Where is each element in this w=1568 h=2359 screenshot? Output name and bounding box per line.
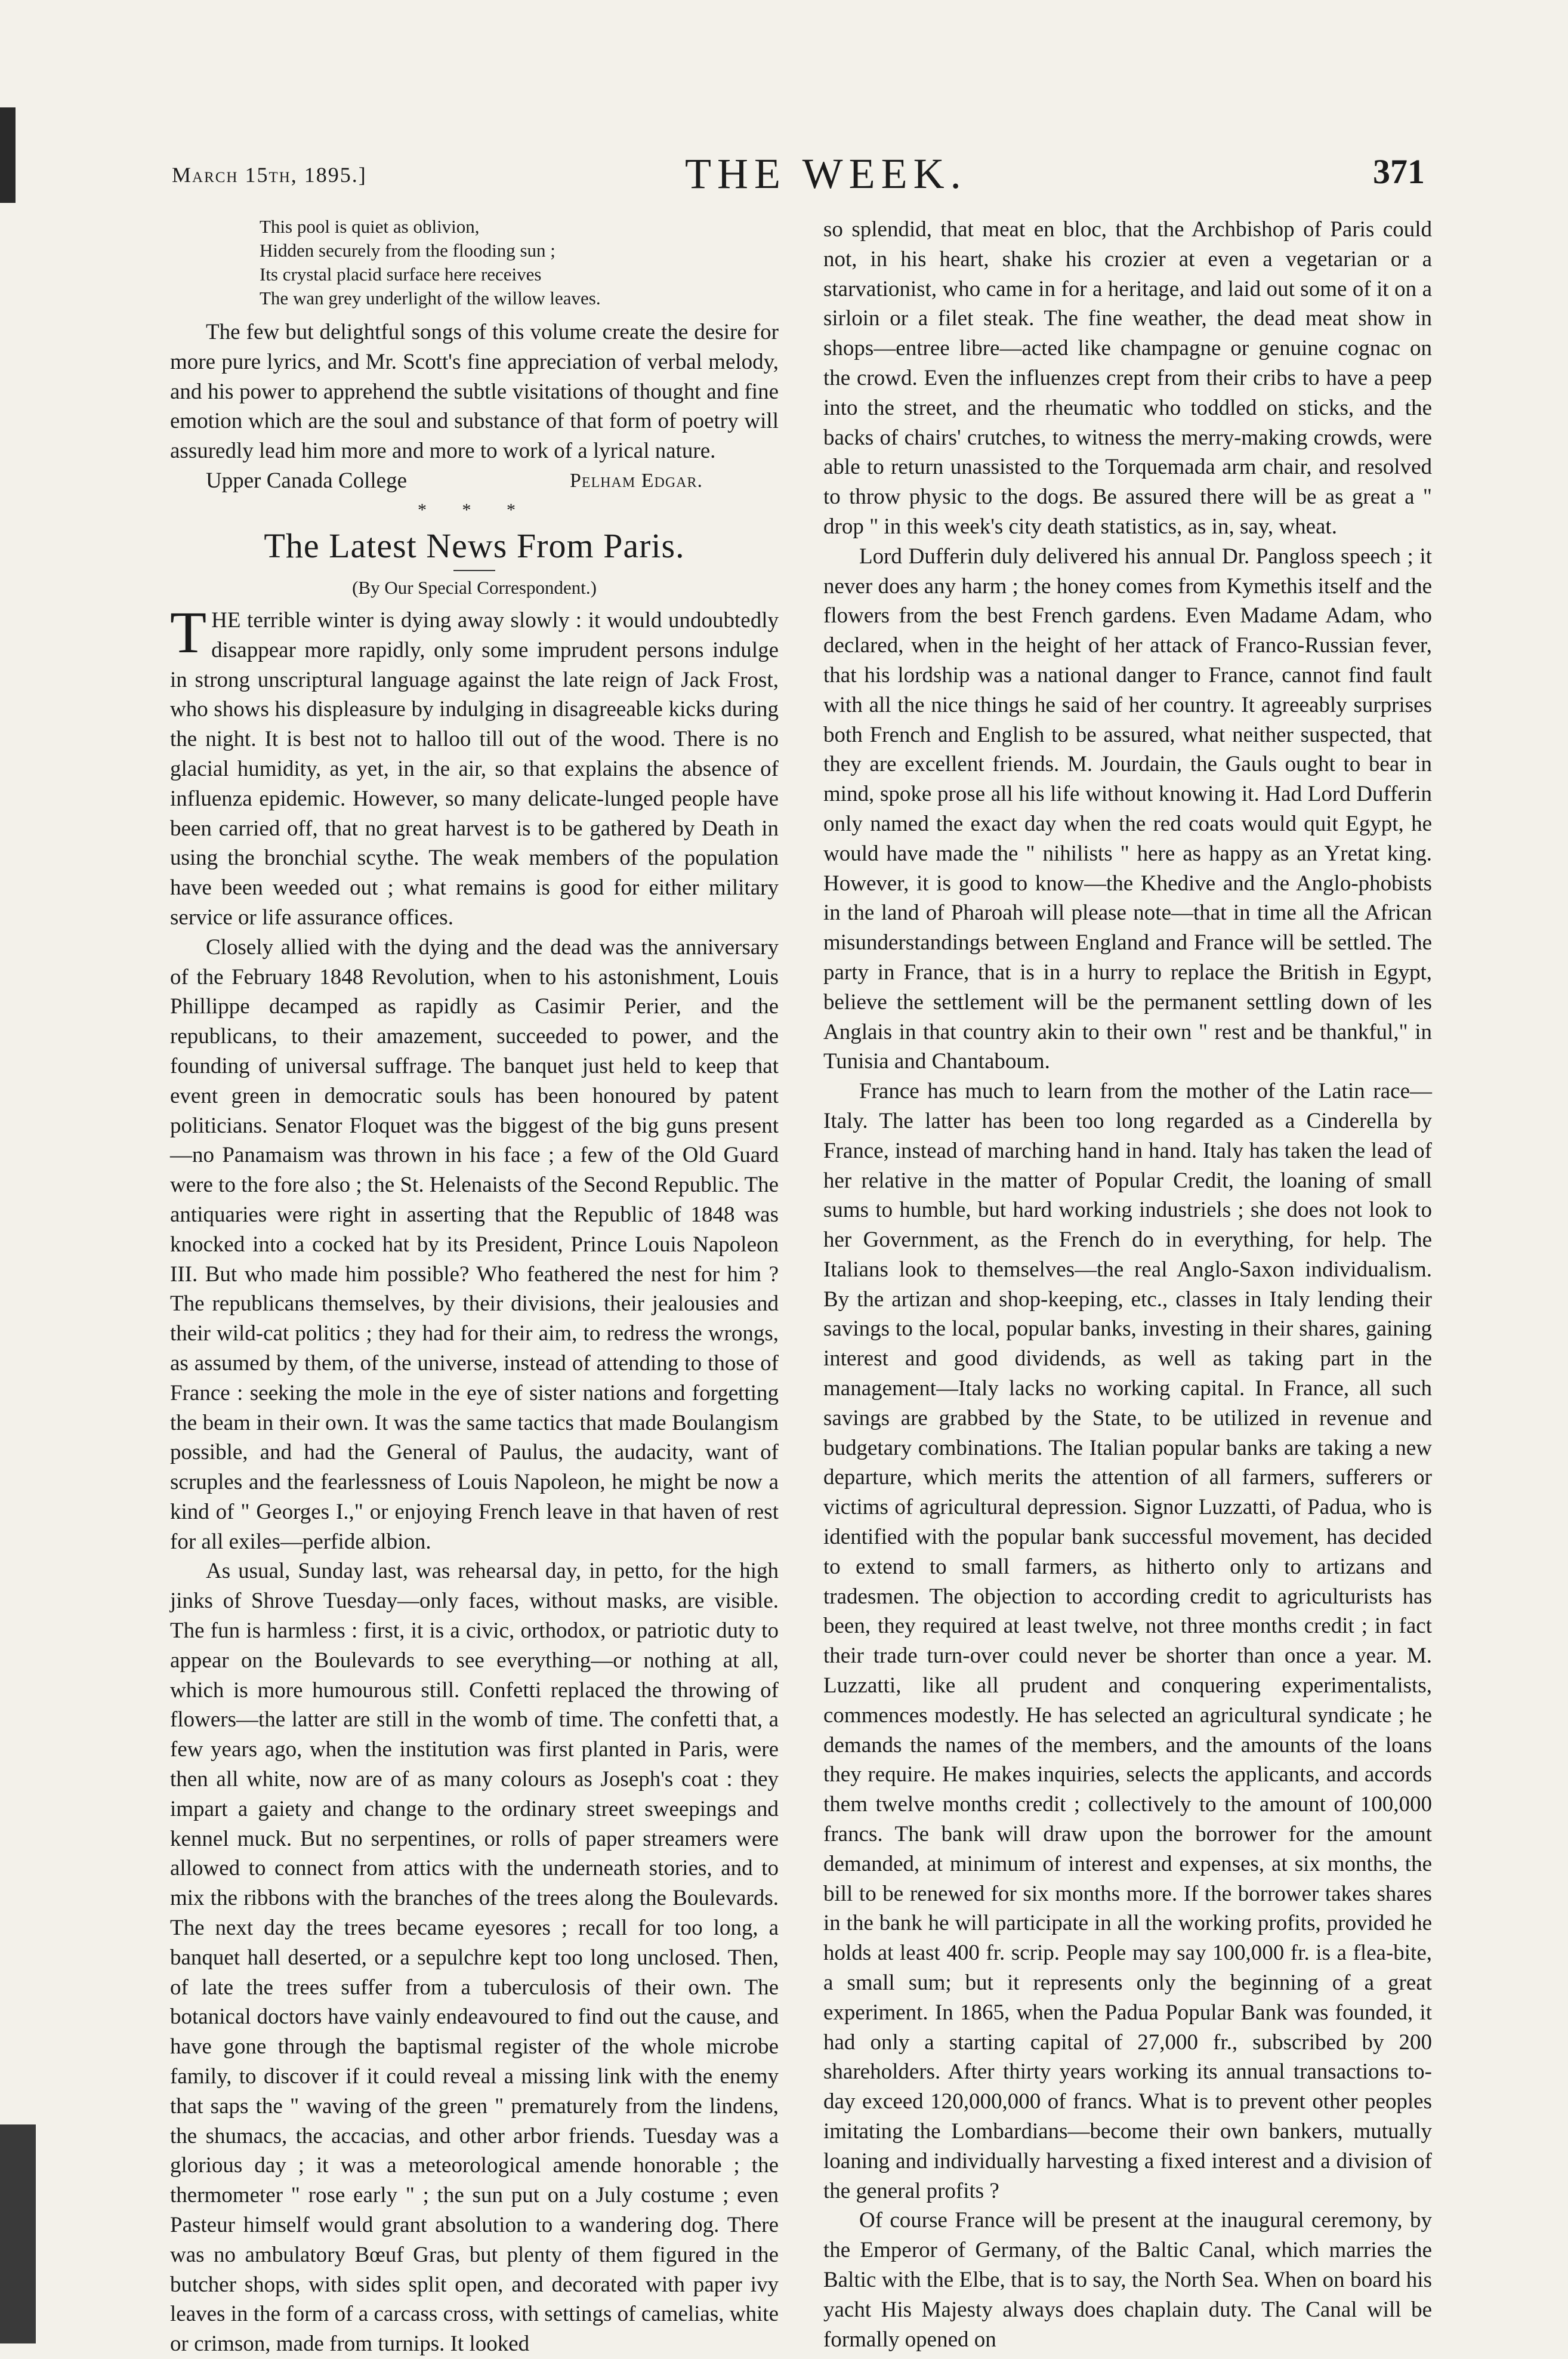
article-paragraph: France has much to learn from the mother of the Latin race—Italy. The latter has been too long regarded as a Cinderella by France, instead of marching hand in hand. Italy has taken the lead of her relative in the matter of Popular Credit, the loaning of small sums to humble, but hard working industriels ; she does not look to her Government, as the French do in everything, for help. The Italians look to themselves—the real Anglo-Saxon individualism. By the artizan and shop-keeping, etc., classes in Italy lending their savings to the local, popular banks, investing in their shares, gaining interest and good dividends, as well as taking part in the management—Italy lacks no working capital. In France, all such savings are grabbed by the State, to be utilized in revenue and budgetary combinations. The Italian popular banks are taking a new departure, which merits the attention of all farmers, sufferers or victims of agricultural depression. Signor Luzzatti, of Padua, who is identified with the popular bank successful movement, has decided to extend to small farmers, as hitherto only to artizans and tradesmen. The objection to according credit to agriculturists has been, they required at least twelve, not three months credit ; in fact their trade turn-over could never be shorter than once a year. M. Luzzatti, like all prudent and conquering experimentalists, commences modestly. He has selected an agricultural syndicate ; he demands the names of the members, and the amounts of the loans they require. He makes inquiries, selects the applicants, and accords them twelve months credit ; collectively to the amount of 100,000 francs. The bank will draw upon the borrower for the amount demanded, at minimum of interest and expenses, at six months, the bill to be renewed for six months more. If the borrower takes shares in the bank he will participate in all the working profits, provided he holds at least 400 fr. scrip. People may say 100,000 fr. is a flea-bite, a small sum; but it represents only the beginning of a great experiment. In 1865, when the Padua Popular Bank was founded, it had only a starting capital of 27,000 fr., subscribed by 200 shareholders. After thirty years working its annual transactions to-day exceed 120,000,000 of francs. What is to prevent other peoples imitating the Lombardians—become their own bankers, mutually loaning and individually harvesting a fixed interest and a division of the general profits ? xyxy=(823,1079,1432,2203)
page-header xyxy=(172,149,1425,203)
page-edge-mark xyxy=(0,2124,36,2343)
right-column xyxy=(823,215,1432,2354)
review-signature xyxy=(170,466,779,496)
poem-line: The wan grey underlight of the willow leaves. xyxy=(260,288,601,309)
article-paragraph: Of course France will be present at the inaugural ceremony, by the Emperor of Germany, of the Baltic Canal, which marries the Baltic with the Elbe, that is to say, the North Sea. When on board his yacht His Majesty always does chaplain duty. The Canal will be formally opened on xyxy=(823,2208,1432,2352)
title-rule xyxy=(453,570,495,571)
article-paragraph: Lord Dufferin duly delivered his annual Dr. Pangloss speech ; it never does any harm ; the honey comes from Kymethis itself and the flowers from the best French gardens. Even Madame Adam, who declared, when in the height of her attack of Franco-Russian fever, that his lordship was a national danger to France, cannot find fault with all the nice things he said of her country. It agreeably surprises both French and English to be assured, what neither suspected, that they are excellent friends. M. Jourdain, the Gauls ought to bear in mind, spoke prose all his life without knowing it. Had Lord Dufferin only named the exact day when the red coats would quit Egypt, he would have made the " nihilists " here as happy as an Yretat king. However, it is good to know—the Khedive and the Anglo-phobists in the land of Pharoah will please note—that in time all the African misunderstandings between England and France will be settled. The party in France, that is in a hurry to replace the British in Egypt, believe the settlement will be the permanent settling down of les Anglais in that country akin to their own " rest and be thankful," in Tunisia and Chantaboum. xyxy=(823,544,1432,1074)
article-paragraph xyxy=(170,599,779,933)
signature-author: Pelham Edgar. xyxy=(570,469,703,492)
issue-date: March 15th, 1895.] xyxy=(172,163,367,187)
masthead: THE WEEK. xyxy=(685,150,967,198)
section-separator: * * * xyxy=(418,499,531,520)
poem-line: Hidden securely from the flooding sun ; xyxy=(260,240,555,261)
article-paragraph: As usual, Sunday last, was rehearsal day, in petto, for the high jinks of Shrove Tuesday—only faces, without masks, are visible. The fun is harmless : first, it is a civic, orthodox, or patriotic duty to appear on the Boulevards to see everything—or nothing at all, which is more humourous still. Confetti replaced the throwing of flowers—the latter are still in the womb of time. The confetti that, a few years ago, when the institution was first planted in Paris, were then all white, now are of as many colours as Joseph's coat : they impart a gaiety and change to the ordinary street sweepings and kennel muck. But no serpentines, or rolls of paper streamers were allowed to connect from attics with the underneath stories, and to mix the ribbons with the branches of the trees along the Boulevards. The next day the trees became eyesores ; recall for too long, a banquet hall deserted, or a sepulchre kept too long unclosed. Then, of late the trees suffer from a tuberculosis of their own. The botanical doctors have vainly endeavoured to find out the cause, and have gone through the baptismal register of the whole microbe family, to discover if it could reveal a missing link with the enemy that saps the " waving of the green " prematurely from the lindens, the shumacs, the accacias, and other arbor friends. Tuesday was a glorious day ; it was a meteorological amende honorable ; the thermometer " rose early " ; the sun put on a July costume ; even Pasteur himself would grant absolution to a wandering dog. There was no ambulatory Bœuf Gras, but plenty of them figured in the butcher shops, with sides split open, and decorated with paper ivy leaves in the form of a carcass cross, with settings of camelias, white or crimson, made from turnips. It looked xyxy=(170,1559,779,2357)
article-paragraph: so splendid, that meat en bloc, that the Archbishop of Paris could not, in his heart, shake his crozier at even a vegetarian or a starvationist, who came in for a heritage, and laid out some of it on a sirloin or a filet steak. The fine weather, the dead meat show in shops—entree libre—acted like champagne or genuine cognac on the crowd. Even the influenzes crept from their cribs to have a peep into the street, and the rheumatic who toddled on sticks, and the backs of chairs' crutches, to witness the merry-making crowds, were able to return unassisted to the Torquemada arm chair, and resolved to throw physic to the dogs. Be assured there will be as great a " drop " in this week's city death statistics, as in, say, wheat. xyxy=(823,217,1432,539)
poem-line: This pool is quiet as oblivion, xyxy=(260,216,480,237)
article-paragraph: Closely allied with the dying and the dead was the anniversary of the February 1848 Revolution, when to his astonishment, Louis Phillippe decamped as rapidly as Casimir Perier, and the republicans, to their amazement, succeeded to power, and the founding of universal suffrage. The banquet just held to keep that event green in democratic souls has been honoured by patent politicians. Senator Floquet was the biggest of the big guns present—no Panamaism was thrown in his face ; a few of the Old Guard were to the fore also ; the St. Helenaists of the Second Republic. The antiquaries were right in asserting that the Republic of 1848 was knocked into a cocked hat by its President, Prince Louis Napoleon III. But who made him possible? Who feathered the nest for him ? The republicans themselves, by their divisions, their jealousies and their wild-cat politics ; they had for their aim, to redress the wrongs, as assumed by them, of the universe, instead of attending to those of France : seeking the mole in the eye of sister nations and forgetting the beam in their own. It was the same tactics that made Boulangism possible, and had the General of Paulus, the audacity, want of scruples and the fearlessness of Louis Napoleon, he might be now a kind of " Georges I.," or enjoying French leave in that haven of rest for all exiles—perfide albion. xyxy=(170,935,779,1554)
page-edge-mark xyxy=(0,107,16,203)
poem-line: Its crystal placid surface here receives xyxy=(260,264,542,285)
poem-excerpt xyxy=(260,215,779,310)
page-number: 371 xyxy=(1373,152,1425,191)
article-title: The Latest News From Paris. xyxy=(264,526,685,565)
drop-cap: T xyxy=(170,599,207,665)
review-paragraph: The few but delightful songs of this volume create the desire for more pure lyrics, and Mr. Scott's fine appreciation of verbal melody, and his power to apprehend the subtle visitations of thought and fine emotion which are the soul and substance of that form of poetry will assuredly lead him more and more to work of a lyrical nature. xyxy=(170,320,779,464)
article-paragraph-text: HE terrible winter is dying away slowly : it would undoubtedly disappear more rapidly, only some imprudent persons indulge in strong unscriptural language against the late reign of Jack Frost, who shows his displeasure by indulging in disagreeable kicks during the night. It is best not to halloo till out of the wood. There is no glacial humidity, as yet, in the air, so that explains the absence of influenza epidemic. However, so many delicate-lunged people have been carried off, that no great harvest is to be gathered by Death in using the bronchial scythe. The weak members of the population have been weeded out ; what remains is good for either military service or life assurance offices. xyxy=(170,608,779,930)
left-column xyxy=(170,215,779,2359)
article-byline: (By Our Special Correspondent.) xyxy=(352,576,597,598)
signature-school: Upper Canada College xyxy=(206,468,407,493)
